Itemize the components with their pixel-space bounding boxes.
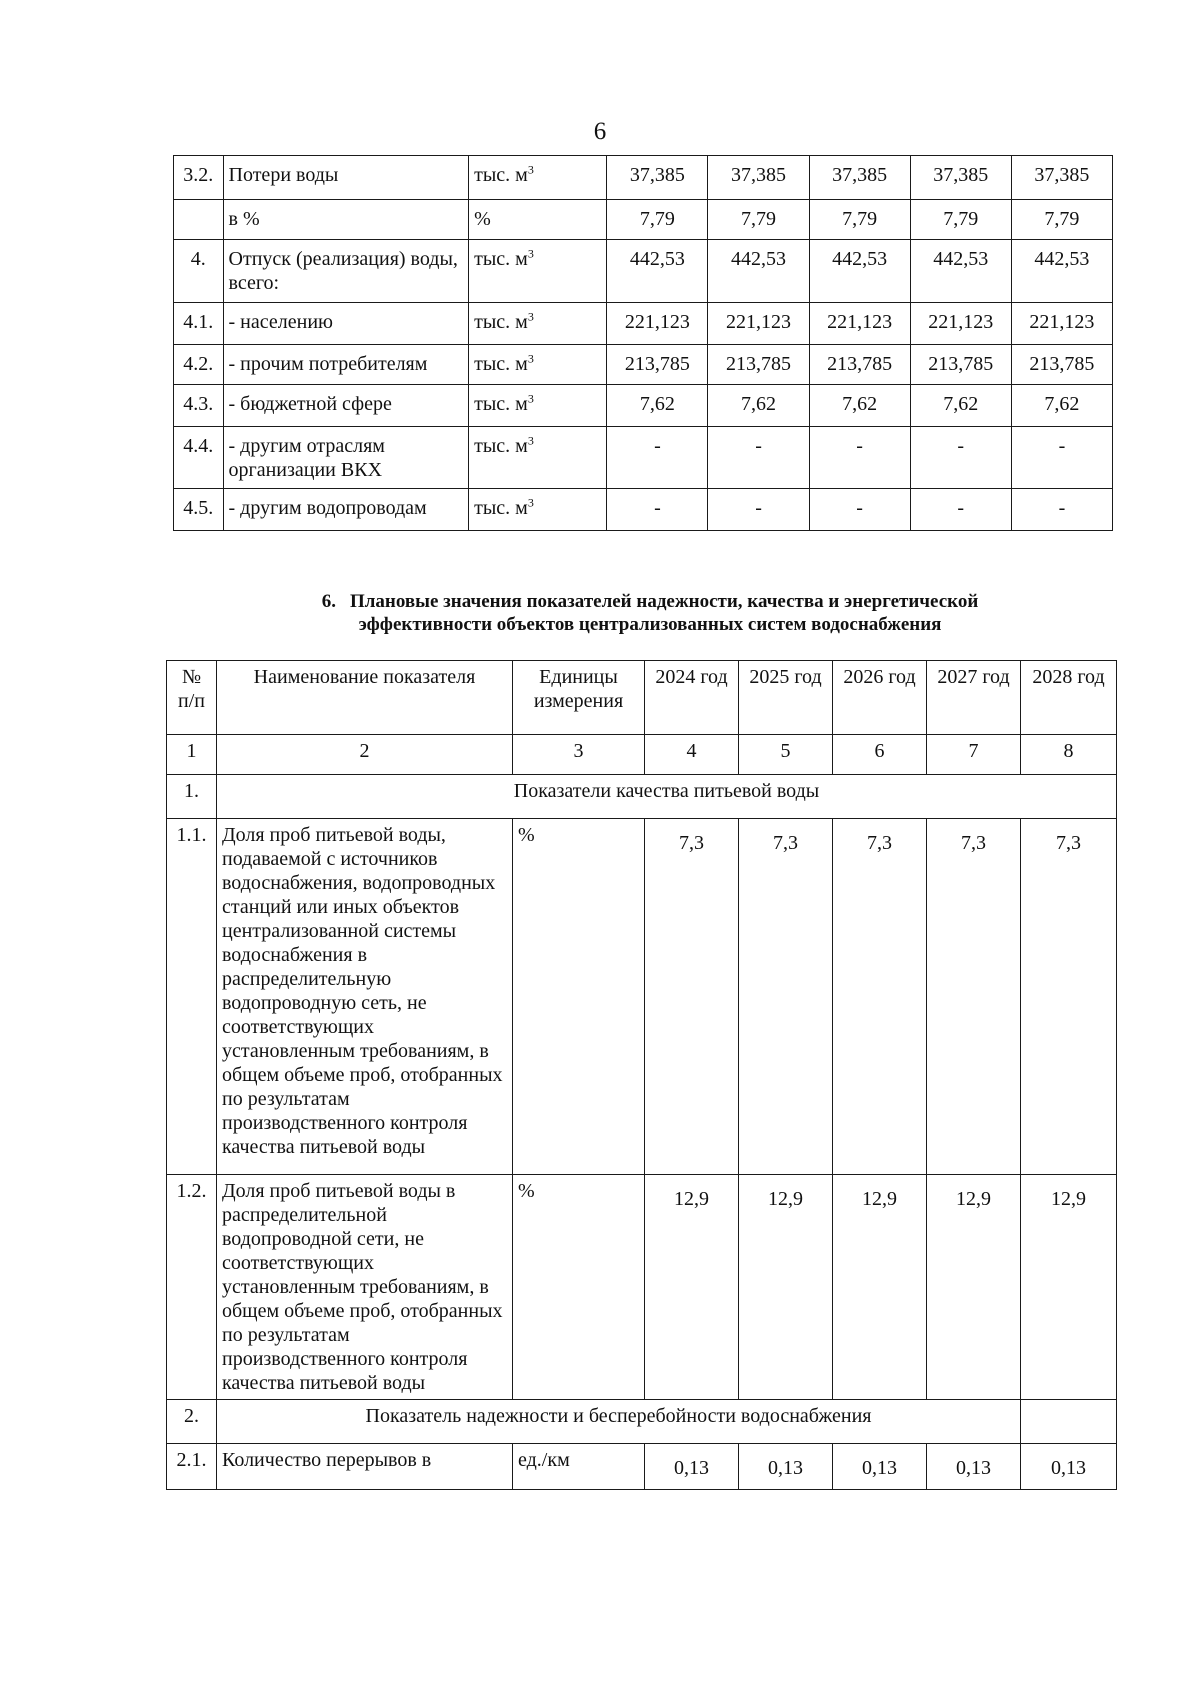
col-number: 6 [833, 735, 927, 775]
col-number: 1 [167, 735, 217, 775]
row-value: - [607, 427, 708, 489]
header-year-2025: 2025 год [739, 661, 833, 735]
row-value: 12,9 [1021, 1175, 1117, 1400]
table-row [174, 156, 1113, 200]
row-unit [469, 385, 607, 427]
row-value: 7,62 [1011, 385, 1112, 427]
row-value: - [708, 427, 809, 489]
row-value: 37,385 [708, 156, 809, 200]
row-value: 7,79 [607, 200, 708, 240]
row-value: 7,3 [645, 819, 739, 1175]
row-value: - [708, 489, 809, 531]
row-value: 0,13 [927, 1444, 1021, 1490]
row-value: 442,53 [607, 240, 708, 303]
row-value: 37,385 [809, 156, 910, 200]
table-row [167, 819, 1117, 1175]
row-value: 442,53 [1011, 240, 1112, 303]
section-title [200, 590, 1100, 636]
row-value: - [809, 427, 910, 489]
unit-text: % [474, 208, 491, 230]
water-balance-table [173, 155, 1113, 531]
row-value: 7,3 [1021, 819, 1117, 1175]
row-value: - [910, 489, 1011, 531]
row-name: Количество перерывов в [217, 1444, 513, 1490]
row-unit: ед./км [513, 1444, 645, 1490]
row-value: 12,9 [927, 1175, 1021, 1400]
section-row [167, 775, 1117, 819]
row-value: 442,53 [910, 240, 1011, 303]
unit-superscript: 3 [527, 162, 534, 177]
unit-text: тыс. м [474, 311, 528, 333]
row-unit [469, 303, 607, 345]
unit-text: тыс. м [474, 497, 528, 519]
row-value: 221,123 [910, 303, 1011, 345]
header-year-2024: 2024 год [645, 661, 739, 735]
row-value: 7,3 [927, 819, 1021, 1175]
table-row [174, 303, 1113, 345]
row-value: 37,385 [607, 156, 708, 200]
row-value: - [1011, 427, 1112, 489]
row-name: Доля проб питьевой воды в распределительной водопроводной сети, не соответствующих установленным требованиям, в общем объеме проб, отобранных по результатам производственного контроля качества питьевой воды [217, 1175, 513, 1400]
table-row [174, 345, 1113, 385]
row-value: 221,123 [607, 303, 708, 345]
section-title-line1: Плановые значения показателей надежности, качества и энергетической [349, 591, 979, 612]
row-value: - [809, 489, 910, 531]
row-value: 7,62 [809, 385, 910, 427]
row-value: 7,62 [910, 385, 1011, 427]
row-name: - другим водопроводам [223, 489, 469, 531]
row-number: 4.3. [174, 385, 224, 427]
row-value: 213,785 [809, 345, 910, 385]
row-name: в % [223, 200, 469, 240]
row-value: 442,53 [809, 240, 910, 303]
row-unit: % [513, 1175, 645, 1400]
row-unit [469, 200, 607, 240]
unit-superscript: 3 [527, 351, 534, 366]
row-value: 221,123 [809, 303, 910, 345]
row-name: - прочим потребителям [223, 345, 469, 385]
row-unit [469, 240, 607, 303]
section-number: 1. [167, 775, 217, 819]
col-number: 5 [739, 735, 833, 775]
empty-cell [1021, 1400, 1117, 1444]
unit-superscript: 3 [527, 433, 534, 448]
row-number: 1.2. [167, 1175, 217, 1400]
section-title-cell: Показатели качества питьевой воды [217, 775, 1117, 819]
table-row [167, 1175, 1117, 1400]
row-number: 2.1. [167, 1444, 217, 1490]
row-value: 221,123 [1011, 303, 1112, 345]
unit-superscript: 3 [527, 309, 534, 324]
row-name: Доля проб питьевой воды, подаваемой с источников водоснабжения, водопроводных станций или иных объектов централизованной системы водоснабжения в распределительную водопроводную сеть, не соответствующих установленным требованиям, в общем объеме проб, отобранных по результатам производственного контроля качества питьевой воды [217, 819, 513, 1175]
indicators-table [166, 660, 1117, 1490]
page-number: 6 [593, 118, 607, 145]
header-year-2027: 2027 год [927, 661, 1021, 735]
section-title-cell: Показатель надежности и бесперебойности водоснабжения [217, 1400, 1021, 1444]
row-value: 213,785 [910, 345, 1011, 385]
row-value: 213,785 [708, 345, 809, 385]
section-number: 6. [321, 591, 336, 612]
row-value: 0,13 [833, 1444, 927, 1490]
unit-text: тыс. м [474, 164, 528, 186]
table-row [174, 427, 1113, 489]
column-numbers-row [167, 735, 1117, 775]
row-value: 213,785 [1011, 345, 1112, 385]
table-header-row [167, 661, 1117, 735]
row-unit [469, 489, 607, 531]
table-row [167, 1444, 1117, 1490]
row-value: - [607, 489, 708, 531]
table-row [174, 385, 1113, 427]
col-number: 3 [513, 735, 645, 775]
col-number: 7 [927, 735, 1021, 775]
unit-superscript: 3 [527, 246, 534, 261]
header-name: Наименование показателя [217, 661, 513, 735]
row-value: - [1011, 489, 1112, 531]
row-value: 213,785 [607, 345, 708, 385]
header-year-2026: 2026 год [833, 661, 927, 735]
row-name: Отпуск (реализация) воды, всего: [223, 240, 469, 303]
row-value: 7,79 [809, 200, 910, 240]
row-value: 0,13 [1021, 1444, 1117, 1490]
row-number [174, 200, 224, 240]
row-number: 4.2. [174, 345, 224, 385]
table-row [174, 240, 1113, 303]
row-name: Потери воды [223, 156, 469, 200]
section-number: 2. [167, 1400, 217, 1444]
row-value: 7,79 [910, 200, 1011, 240]
row-value: 7,62 [607, 385, 708, 427]
unit-text: тыс. м [474, 393, 528, 415]
col-number: 4 [645, 735, 739, 775]
row-name: - бюджетной сфере [223, 385, 469, 427]
row-unit [469, 345, 607, 385]
header-year-2028: 2028 год [1021, 661, 1117, 735]
row-value: 442,53 [708, 240, 809, 303]
header-num: № п/п [167, 661, 217, 735]
unit-text: тыс. м [474, 353, 528, 375]
col-number: 8 [1021, 735, 1117, 775]
header-unit: Единицы измерения [513, 661, 645, 735]
row-value: - [910, 427, 1011, 489]
unit-superscript: 3 [527, 391, 534, 406]
row-unit [469, 427, 607, 489]
row-value: 0,13 [739, 1444, 833, 1490]
section-title-line2: эффективности объектов централизованных систем водоснабжения [358, 614, 942, 636]
row-value: 7,62 [708, 385, 809, 427]
table-row [174, 489, 1113, 531]
row-name: - другим отраслям организации ВКХ [223, 427, 469, 489]
col-number: 2 [217, 735, 513, 775]
water-balance-table-body [174, 156, 1113, 531]
table-row [174, 200, 1113, 240]
indicators-table-body [167, 661, 1117, 1490]
row-value: 7,79 [708, 200, 809, 240]
unit-text: тыс. м [474, 248, 528, 270]
row-value: 7,3 [833, 819, 927, 1175]
row-value: 221,123 [708, 303, 809, 345]
row-value: 0,13 [645, 1444, 739, 1490]
unit-text: тыс. м [474, 435, 528, 457]
row-value: 12,9 [739, 1175, 833, 1400]
row-number: 4.1. [174, 303, 224, 345]
row-number: 1.1. [167, 819, 217, 1175]
row-number: 4. [174, 240, 224, 303]
row-value: 37,385 [910, 156, 1011, 200]
row-value: 7,79 [1011, 200, 1112, 240]
row-unit [469, 156, 607, 200]
row-value: 12,9 [833, 1175, 927, 1400]
section-row [167, 1400, 1117, 1444]
row-value: 7,3 [739, 819, 833, 1175]
row-value: 12,9 [645, 1175, 739, 1400]
row-name: - населению [223, 303, 469, 345]
row-number: 4.4. [174, 427, 224, 489]
unit-superscript: 3 [527, 495, 534, 510]
row-value: 37,385 [1011, 156, 1112, 200]
row-number: 3.2. [174, 156, 224, 200]
row-unit: % [513, 819, 645, 1175]
row-number: 4.5. [174, 489, 224, 531]
